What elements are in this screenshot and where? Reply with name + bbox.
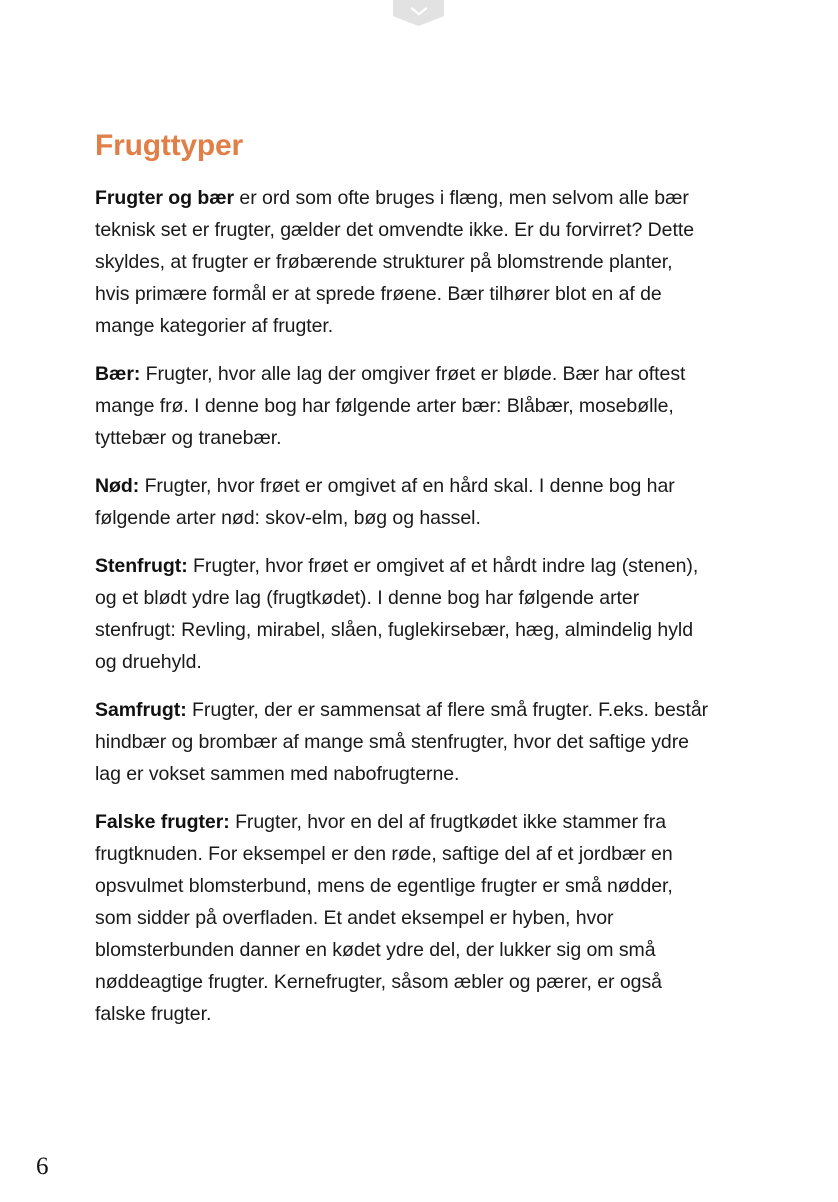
- paragraph-stenfrugt: [95, 550, 711, 678]
- paragraph-body: Frugter, der er sammensat af flere små frugter. F.eks. består hindbær og brombær af mange små stenfrugter, hvor det saftige ydre lag er vokset sammen med nabofrugterne.: [95, 699, 709, 785]
- paragraph-falske-frugter: [95, 806, 711, 1030]
- paragraph-samfrugt: [95, 694, 711, 790]
- chevron-down-icon: [410, 7, 427, 16]
- paragraph-body: Frugter, hvor frøet er omgivet af en hård skal. I denne bog har følgende arter nød: skov-elm, bøg og hassel.: [95, 475, 675, 529]
- paragraph-body: Frugter, hvor en del af frugtkødet ikke stammer fra frugtknuden. For eksempel er den røde, saftige del af et jordbær en opsvulmet blomsterbund, mens de egentlige frugter er små nødder, som sidder på overfladen. Et andet eksempel er hyben, hvor blomsterbunden danner en kødet ydre del, der lukker sig om små nøddeagtige frugter. Kernefrugter, såsom æbler og pærer, er også falske frugter.: [95, 811, 673, 1025]
- page-number: 6: [36, 1153, 49, 1180]
- article-content: [95, 128, 711, 1030]
- paragraph-lead: Falske frugter:: [95, 811, 230, 833]
- paragraph-lead: Bær:: [95, 363, 141, 385]
- paragraph-lead: Nød:: [95, 475, 140, 497]
- paragraph-intro: [95, 182, 711, 342]
- paragraph-body: Frugter, hvor frøet er omgivet af et hårdt indre lag (stenen), og et blødt ydre lag (frugtkødet). I denne bog har følgende arter stenfrugt: Revling, mirabel, slåen, fuglekirsebær, hæg, almindelig hyld og druehyld.: [95, 555, 699, 673]
- paragraph-lead: Stenfrugt:: [95, 555, 188, 577]
- page-title: Frugttyper: [95, 129, 244, 162]
- paragraph-lead: Frugter og bær: [95, 187, 235, 209]
- paragraph-noed: [95, 470, 711, 534]
- paragraph-lead: Samfrugt:: [95, 699, 187, 721]
- paragraph-baer: [95, 358, 711, 454]
- paragraph-body: er ord som ofte bruges i flæng, men selvom alle bær teknisk set er frugter, gælder det omvendte ikke. Er du forvirret? Dette skyldes, at frugter er frøbærende strukturer på blomstrende planter, hvis primære formål er at sprede frøene. Bær tilhører blot en af de mange kategorier af frugter.: [95, 187, 695, 337]
- paragraph-body: Frugter, hvor alle lag der omgiver frøet er bløde. Bær har oftest mange frø. I denne bog har følgende arter bær: Blåbær, mosebølle, tyttebær og tranebær.: [95, 363, 686, 449]
- page-ribbon-tab[interactable]: [393, 0, 444, 26]
